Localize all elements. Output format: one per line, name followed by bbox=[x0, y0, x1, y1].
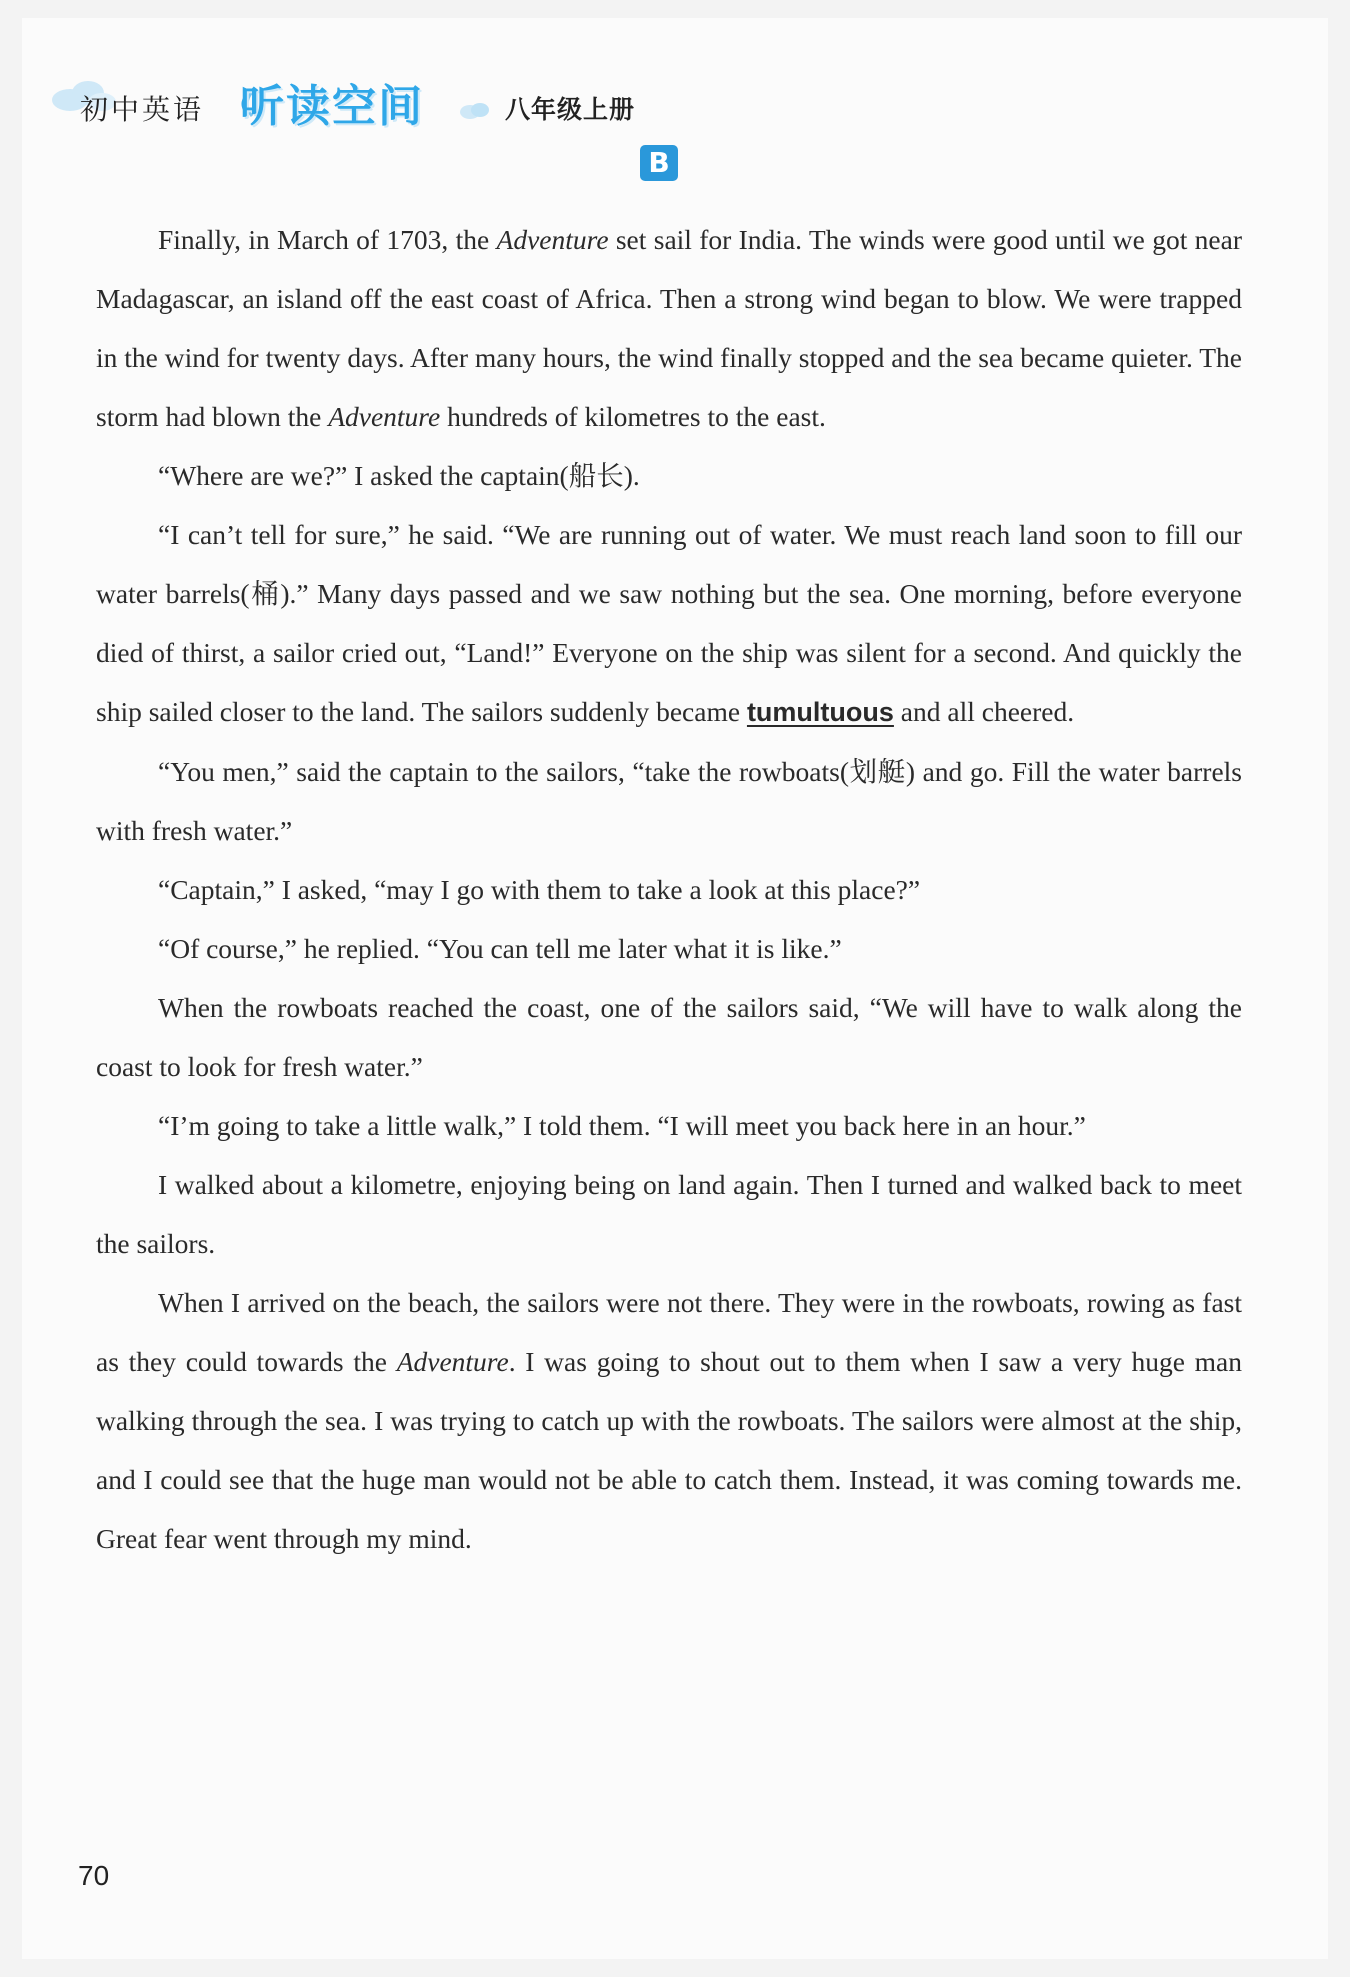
paragraph: When the rowboats reached the coast, one of the sailors said, “We will have to walk along the coast to look for fresh water.” bbox=[96, 992, 1242, 1082]
paragraph: Finally, in March of 1703, the Adventure set sail for India. The winds were good until we got near Madagascar, an island off the east coast of Africa. Then a strong wind began to blow. We were trapped in the wind for twenty days. After many hours, the wind finally stopped and the sea became quieter. The storm had blown the Adventure hundreds of kilometres to the east. bbox=[96, 224, 1242, 432]
ship-name: Adventure bbox=[328, 401, 441, 432]
story-text bbox=[96, 210, 1242, 1568]
grade-label: 八年级上册 bbox=[505, 95, 636, 124]
paragraph: “I’m going to take a little walk,” I told them. “I will meet you back here in an hour.” bbox=[158, 1110, 1086, 1141]
page-number: 70 bbox=[78, 1860, 110, 1891]
paragraph: I walked about a kilometre, enjoying being on land again. Then I turned and walked back to meet the sailors. bbox=[96, 1169, 1242, 1259]
brand-logo: 听读空间 bbox=[240, 81, 424, 132]
book-title: 初中英语 bbox=[80, 93, 205, 126]
vocabulary-word: tumultuous bbox=[746, 697, 894, 727]
paragraph: “Where are we?” I asked the captain(船长). bbox=[158, 460, 640, 491]
paragraph: “Captain,” I asked, “may I go with them to take a look at this place?” bbox=[158, 874, 921, 905]
paragraph: When I arrived on the beach, the sailors were not there. They were in the rowboats, rowing as fast as they could towards the Adventure. I was going to shout out to them when I saw a very huge man walking through the sea. I was trying to catch up with the rowboats. The sailors were almost at the ship, and I could see that the huge man would not be able to catch them. Instead, it was coming towards me. Great fear went through my mind. bbox=[96, 1287, 1242, 1554]
paragraph: “I can’t tell for sure,” he said. “We are running out of water. We must reach land soon to fill our water barrels(桶).” Many days passed and we saw nothing but the sea. One morning, before everyone died of thirst, a sailor cried out, “Land!” Everyone on the ship was silent for a second. And quickly the ship sailed closer to the land. The sailors suddenly became tumultuous and all cheered. bbox=[96, 519, 1242, 727]
cloud-separator-icon bbox=[458, 100, 494, 122]
ship-name: Adventure bbox=[396, 1346, 509, 1377]
header bbox=[50, 48, 850, 148]
paragraph: “Of course,” he replied. “You can tell me later what it is like.” bbox=[158, 933, 842, 964]
section-badge: B bbox=[640, 145, 678, 181]
page bbox=[22, 18, 1328, 1959]
ship-name: Adventure bbox=[496, 224, 609, 255]
paragraph: “You men,” said the captain to the sailors, “take the rowboats(划艇) and go. Fill the water barrels with fresh water.” bbox=[96, 756, 1242, 846]
